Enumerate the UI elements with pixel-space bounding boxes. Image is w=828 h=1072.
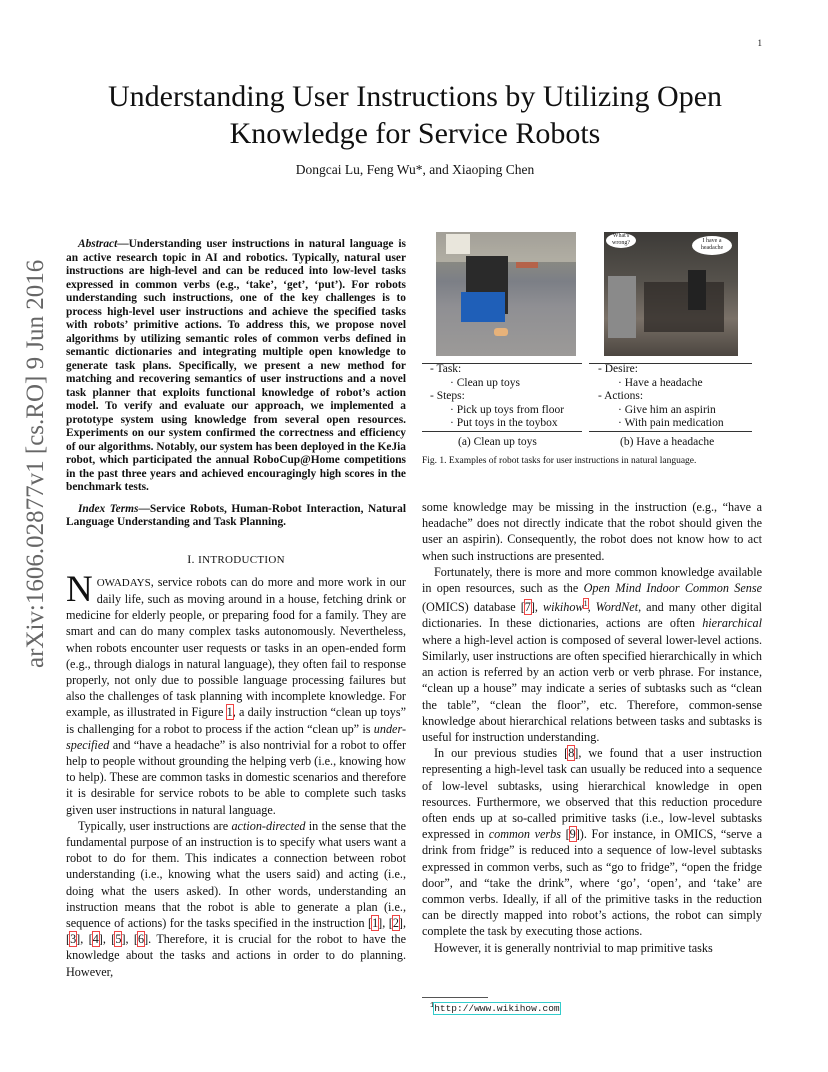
index-terms-text: —Service Robots, Human-Robot Interaction, Natural Language Understanding and Task Planning. bbox=[66, 502, 406, 528]
subcaption-b: (b) Have a headache bbox=[620, 436, 715, 448]
intro-text: Typically, user instructions are bbox=[78, 818, 232, 833]
right-paragraph-2: In our previous studies [8], we found that a user instruction representing a high-level task can usually be reduced into a sequence of low-level subtasks, using hierarchical knowledge in open resources. Furthermore, we observed that this reduction procedure often ends up at so-called primitive tasks (i.e., low-level subtasks expressed in common verbs [9]). For instance, in OMICS, “serve a drink from fridge” is reduced into a sequence of low-level subtasks expressed in common verbs, such as “go to fridge”, “open the fridge door”, and “take the drink”, where ‘go’, ‘open’, and ‘take’ are common verbs. Ideally, if all of the primitive tasks in the reduction can be directly mapped into robot’s actions, the robot can simply complete the task by executing those actions. bbox=[422, 746, 762, 939]
citation-link[interactable]: 4 bbox=[92, 932, 99, 947]
abstract bbox=[66, 238, 406, 495]
intro-text: , a daily instruction “clean up toys” is challenging for a robot to process if the action “clean up” is bbox=[66, 705, 406, 736]
body-text: ). For instance, in OMICS, “serve a drink from fridge” is reduced into a sequence of low-level subtasks expressed in common verbs, such as “go to fridge”, “open the fridge door”, and “take the drink”, where ‘go’, ‘open’, and ‘take’ are common verbs. Ideally, if all of the primitive tasks in the reduction can be directly mapped into robot’s actions, the robot can simply complete the task by executing those actions. bbox=[422, 827, 762, 939]
desire-item: · Have a headache bbox=[618, 377, 703, 389]
citation-group: [1], [2], [3], [4], [5], [6] bbox=[66, 915, 407, 947]
drop-cap: N bbox=[66, 568, 93, 610]
right-paragraph-0: some knowledge may be missing in the instruction (e.g., “have a headache” does not directly indicate that the robot should given the user an aspirin). Consequently, the robot does not know how to act when such instructions are presented. bbox=[422, 500, 762, 563]
body-emphasis: Open Mind Indoor Common Sense bbox=[583, 581, 762, 596]
paper-title: Understanding User Instructions by Utilizing Open Knowledge for Service Robots bbox=[107, 80, 723, 150]
intro-emphasis: under-specified bbox=[66, 721, 406, 752]
steps-label: - Steps: bbox=[430, 390, 465, 402]
index-terms-label: Index Terms bbox=[78, 502, 139, 515]
body-text: (OMICS) database bbox=[422, 600, 521, 615]
task-label: - Task: bbox=[430, 363, 462, 375]
body-text: , bbox=[534, 600, 543, 615]
citation-link[interactable]: 5 bbox=[115, 932, 122, 947]
body-emphasis: wikihow bbox=[542, 600, 584, 615]
figure-link[interactable]: 1 bbox=[226, 705, 233, 720]
citation-link[interactable]: 8 bbox=[568, 746, 575, 761]
body-text: Fortunately, there is more and more common knowledge available in open resources, such as the bbox=[422, 564, 762, 596]
body-emphasis: common verbs bbox=[488, 827, 561, 842]
left-column bbox=[66, 238, 406, 980]
intro-text: and “have a headache” is also nontrivial for a robot to offer help to people without grounding the helping verb (i.e., knowing how to help). These are common tasks in domestic scenarios and therefore it is desirable for service robots to be able to complete such tasks given user instructions in natural language. bbox=[66, 737, 406, 817]
table-rule bbox=[589, 431, 752, 432]
body-text: , and many other digital dictionaries. In these dictionaries, actions are often bbox=[422, 600, 763, 631]
actions-label: - Actions: bbox=[598, 390, 644, 402]
intro-emphasis: action-directed bbox=[231, 818, 306, 833]
citation-link[interactable]: 3 bbox=[70, 932, 77, 947]
speech-bubble-person: I have a headache bbox=[692, 236, 732, 255]
section-numeral: I. bbox=[187, 551, 195, 566]
step-item: · Pick up toys from floor bbox=[450, 404, 565, 416]
right-paragraph-3: However, it is generally nontrivial to map primitive tasks bbox=[434, 940, 713, 955]
citation-link[interactable]: 6 bbox=[137, 932, 145, 947]
table-rule bbox=[422, 431, 582, 432]
speech-bubble-robot: What's wrong? bbox=[606, 233, 636, 248]
citation-link[interactable]: 7 bbox=[524, 600, 531, 615]
arxiv-stamp: arXiv:1606.02877v1 [cs.RO] 9 Jun 2016 bbox=[22, 259, 49, 668]
page-number: 1 bbox=[757, 38, 762, 48]
body-emphasis: hierarchical bbox=[702, 616, 762, 631]
section-title: INTRODUCTION bbox=[198, 553, 285, 566]
abstract-text: —Understanding user instructions in natural language is an active research topic in AI and robotics. Typically, natural user instructions are high-level and can be reduced into low-level tasks expressed in common verbs (e.g., ‘take’, ‘get’, ‘put’). For robots understanding such instructions, one of the key challenges is to process high-level user instructions and achieve the specified tasks with robots’ primitive actions. To address this, we propose novel algorithms by utilizing semantic roles of common verbs defined in semantic dictionaries and integrating multiple open knowledge to generate task plans. Specifically, we present a new method for matching and recovering semantics of user instructions and a novel task planner that exploits functional knowledge of robot’s action model. To verify and evaluate our approach, we implemented a prototype system using knowledge from several open resources. Experiments on our system confirmed the correctness and efficiency of our algorithms. Notably, our system has been deployed in the KeJia robot, which participated the annual RoboCup@Home competitions in the past three years and achieved encouragingly high scores in the benchmark tests. bbox=[66, 238, 406, 493]
intro-text: . Therefore, it is crucial for the robot to have the knowledge about the tasks and actions in order to do planning. However, bbox=[66, 932, 407, 979]
author-list: Dongcai Lu, Feng Wu*, and Xiaoping Chen bbox=[295, 162, 535, 177]
footnote bbox=[430, 1002, 560, 1014]
abstract-label: Abstract bbox=[78, 238, 118, 250]
footnote-url[interactable]: http://www.wikihow.com bbox=[434, 1003, 560, 1015]
citation-link[interactable]: 2 bbox=[392, 915, 399, 930]
body-text: where a high-level action is composed of several lower-level actions. Similarly, user instructions are often specified hierarchically in which an action is referred by an action verb or verb phrase. For instance, “clean up a house” may indicate a series of subtasks such as “clean the table”, “clean the floor”, etc. Therefore, common-sense knowledge about hierarchical relations between tasks and subtasks is useful for instruction understanding. bbox=[422, 632, 762, 744]
intro-text: , service robots can do more and more work in our daily life, such as moving around in a house, fetching drink or medicine for elderly people, or preparing food for a family. They are smart and can do many complex tasks autonomously. Nevertheless, when robots encounter user requests or tasks in an open-ended form (e.g., through dialogs in natural language), they often fail to response properly, not only due to possible language processing failures but also the challenges of task planning with incomplete knowledge. For example, as illustrated in Figure bbox=[66, 574, 406, 720]
action-item: · With pain medication bbox=[618, 417, 724, 429]
robot-photo bbox=[436, 232, 576, 356]
body-emphasis: WordNet bbox=[595, 600, 639, 615]
body-text: In our previous studies bbox=[434, 746, 565, 761]
body-text: , we found that a user instruction representing a high-level task can usually be reduced into a sequence of low-level subtasks, using hierarchical knowledge in open resources. Furthermore, we observed that this reduction procedure often ends up at so-called primitive tasks (i.e., low-level subtasks expressed in bbox=[422, 746, 762, 842]
action-item: · Give him an aspirin bbox=[618, 404, 716, 416]
right-column bbox=[422, 499, 762, 956]
index-terms bbox=[66, 503, 406, 530]
section-heading bbox=[66, 551, 406, 568]
figure-caption: Fig. 1. Examples of robot tasks for user instructions in natural language. bbox=[422, 456, 697, 466]
footnote-rule bbox=[422, 997, 488, 998]
task-item: · Clean up toys bbox=[450, 377, 520, 389]
right-paragraph-1: Fortunately, there is more and more common knowledge available in open resources, such as the Open Mind Indoor Common Sense (OMICS) database [7], wikihow$^1$, WordNet, and many other digital dictionaries. In these dictionaries, actions are often hierarchical where a high-level action is composed of several lower-level actions. Similarly, user instructions are often specified hierarchically in which an action is referred by an action verb or verb phrase. For instance, “clean up a house” may indicate a series of subtasks such as “clean the table”, “clean the floor”, etc. Therefore, common-sense knowledge about hierarchical relations between tasks and subtasks is useful for instruction understanding. bbox=[422, 564, 763, 744]
step-item: · Put toys in the toybox bbox=[450, 417, 558, 429]
desire-label: - Desire: bbox=[598, 363, 638, 375]
footnote-mark: 1 bbox=[430, 1002, 435, 1010]
citation-link[interactable]: 1 bbox=[372, 915, 379, 930]
footnote-link[interactable]: 1 bbox=[583, 599, 588, 609]
intro-paragraph-2 bbox=[66, 818, 406, 980]
intro-text: in the sense that the fundamental purpose of an instruction is to specify what users want a robot to do for them. This indicates a connection between robot understanding (i.e., knowing what the users said) and acting (i.e., doing what the users asked). In other words, understanding an instruction means that the robot is able to generate a plan (i.e., sequence of actions) for the tasks specified in the instruction bbox=[66, 818, 406, 930]
subcaption-a: (a) Clean up toys bbox=[458, 436, 537, 448]
intro-paragraph-1 bbox=[66, 568, 406, 818]
person-photo bbox=[604, 232, 738, 356]
body-text: , bbox=[587, 600, 596, 615]
intro-lead: OWADAYS bbox=[96, 576, 151, 589]
citation-link[interactable]: 9 bbox=[569, 827, 576, 842]
